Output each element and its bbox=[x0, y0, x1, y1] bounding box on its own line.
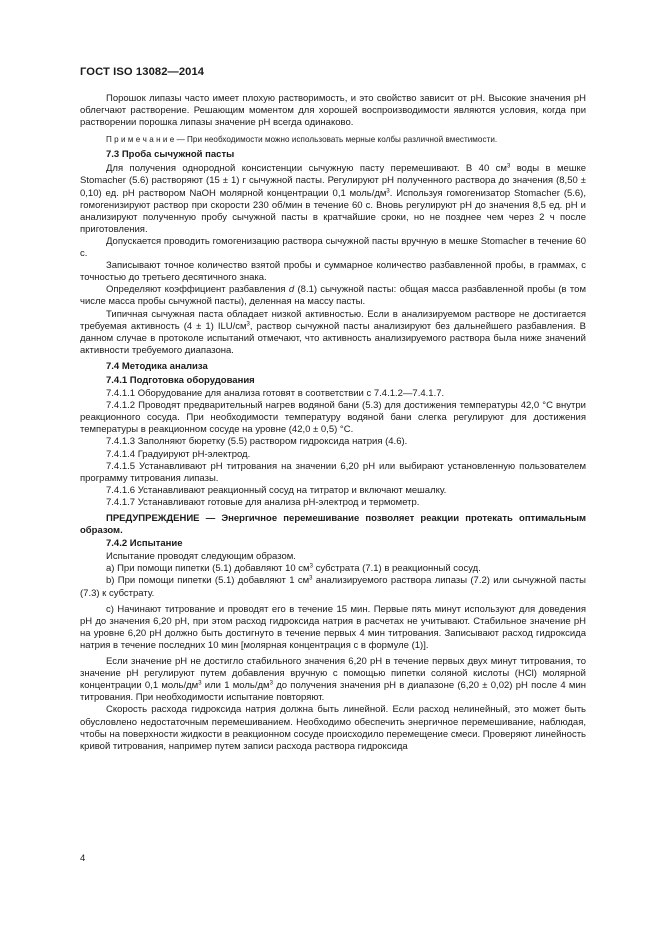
paragraph-manual-homogenization: Допускается проводить гомогенизацию раствора сычужной пасты вручную в мешке Stomacher в течение 60 с. bbox=[80, 235, 586, 260]
paragraph-lipase-solubility: Порошок липазы часто имеет плохую растворимость, и это свойство зависит от pH. Высокие значения pH облегчают растворение. Решающим моментом для хорошей воспроизводимости являются условия, когда при растворении порошка липазы значение pH всегда одинаково. bbox=[80, 93, 586, 129]
note-flasks: П р и м е ч а н и е — При необходимости можно использовать мерные колбы различной вместимости. bbox=[106, 135, 498, 145]
paragraph-ph-adjustment: Если значение pH не достигло стабильного значения 6,20 pH в течение первых двух минут титрования, то значение pH регулируют путем добавления вручную с помощью пипетки соляной кислоты (HCl) молярной концентрации 0,1 моль/$дм^3$ или 1 моль/$дм^3$ до получения значения pH в диапазоне (6,20 ± 0,02) pH после 4 мин титрования. При необходимости испытание повторяют. bbox=[80, 656, 587, 704]
step-a: a) При помощи пипетки (5.1) добавляют 10 $см^3$ субстрата (7.1) в реакционный сосуд. bbox=[106, 563, 481, 575]
paragraph-test-procedure: Испытание проводят следующим образом. bbox=[106, 551, 296, 563]
section-7-4-title: 7.4 Методика анализа bbox=[106, 360, 208, 372]
section-7-3-title: 7.3 Проба сычужной пасты bbox=[106, 149, 235, 161]
item-7-4-1-3: 7.4.1.3 Заполняют бюретку (5.5) раствором гидроксида натрия (4.6). bbox=[106, 436, 408, 448]
warning-stirring: ПРЕДУПРЕЖДЕНИЕ — Энергичное перемешивание позволяет реакции протекать оптимальным образом. bbox=[80, 513, 586, 537]
paragraph-rennet-prep: Для получения однородной консистенции сычужную пасту перемешивают. В 40 $см^3$ воды в мешке Stomacher (5.6) растворяют (15 ± 1) г сычужной пасты. Регулируют pH полученного раствора до значения (8,50 ± 0,10) ед. pH раствором NaOH молярной концентрации 0,1 моль/$дм^3$. Используя гомогенизатор Stomacher (5.6), гомогенизируют раствор при скорости 230 об/мин в течение 60 с. Вновь регулируют pH до значения 8,5 ед. pH и анализируют полученную пробу сычужной пасты в кратчайшие сроки, но не позднее чем через 2 ч после приготовления. bbox=[80, 163, 586, 235]
item-7-4-1-5: 7.4.1.5 Устанавливают pH титрования на значении 6,20 pH или выбирают установленную пользователем программу титрования липазы. bbox=[80, 460, 586, 484]
paragraph-low-activity: Типичная сычужная паста обладает низкой активностью. Если в анализируемом растворе не достигается требуемая активность (4 ± 1) ILU/$см^3$, раствор сычужной пасты анализируют без дальнейшего разбавления. В данном случае в протоколе испытаний отмечают, что активность анализируемого раствора была ниже значений активности требуемого диапазона. bbox=[80, 308, 586, 356]
item-7-4-1-6: 7.4.1.6 Устанавливают реакционный сосуд на титратор и включают мешалку. bbox=[106, 484, 447, 496]
step-c: c) Начинают титрование и проводят его в течение 15 мин. Первые пять минут используют для доведения pH до значения 6,20 pH, при этом расход гидроксида натрия в расчетах не учитывают. Стабильное значение pH на уровне 6,20 pH должно быть достигнуто в течение первых 4 мин титрования. Записывают расход гидроксида натрия в течение последних 10 мин [молярная концентрация с в формуле (1)]. bbox=[80, 603, 586, 651]
step-b: b) При помощи пипетки (5.1) добавляют 1 $см^3$ анализируемого раствора липазы (7.2) или сычужной пасты (7.3) к субстрату. bbox=[80, 575, 586, 599]
paragraph-linearity: Скорость расхода гидроксида натрия должна быть линейной. Если расход нелинейный, это может быть обусловлено недостаточным перемешиванием. Необходимо обеспечить энергичное перемешивание, наблюдая, чтобы на поверхности жидкости в реакционном сосуде происходило перемещение смеси. Проверяют линейность кривой титрования, например путем записи расхода раствора гидроксида bbox=[80, 704, 586, 752]
document-header: ГОСТ ISO 13082—2014 bbox=[80, 66, 205, 78]
section-7-4-2-title: 7.4.2 Испытание bbox=[106, 538, 183, 550]
item-7-4-1-4: 7.4.1.4 Градуируют pH-электрод. bbox=[106, 448, 251, 460]
item-7-4-1-2: 7.4.1.2 Проводят предварительный нагрев водяной бани (5.3) для достижения температуры 42,0 °С внутри реакционного сосуда. При необходимости температуру водяной бани слегка регулируют для достижения температуры в реакционном сосуде на уровне (42,0 ± 0,5) °С. bbox=[80, 400, 586, 436]
paragraph-record-quantity: Записывают точное количество взятой пробы и суммарное количество разбавленной пробы, в граммах, с точностью до третьего десятичного знака. bbox=[80, 260, 586, 284]
page-body bbox=[80, 93, 586, 753]
item-7-4-1-7: 7.4.1.7 Устанавливают готовые для анализа pH-электрод и термометр. bbox=[106, 496, 420, 508]
page-number: 4 bbox=[80, 853, 86, 864]
item-7-4-1-1: 7.4.1.1 Оборудование для анализа готовят в соответствии с 7.4.1.2—7.4.1.7. bbox=[106, 388, 445, 400]
paragraph-dilution-factor: Определяют коэффициент разбавления d (8.1) сычужной пасты: общая масса разбавленной пробы (в том числе масса пробы сычужной пасты), деленная на массу пасты. bbox=[80, 284, 586, 308]
section-7-4-1-title: 7.4.1 Подготовка оборудования bbox=[106, 374, 255, 386]
